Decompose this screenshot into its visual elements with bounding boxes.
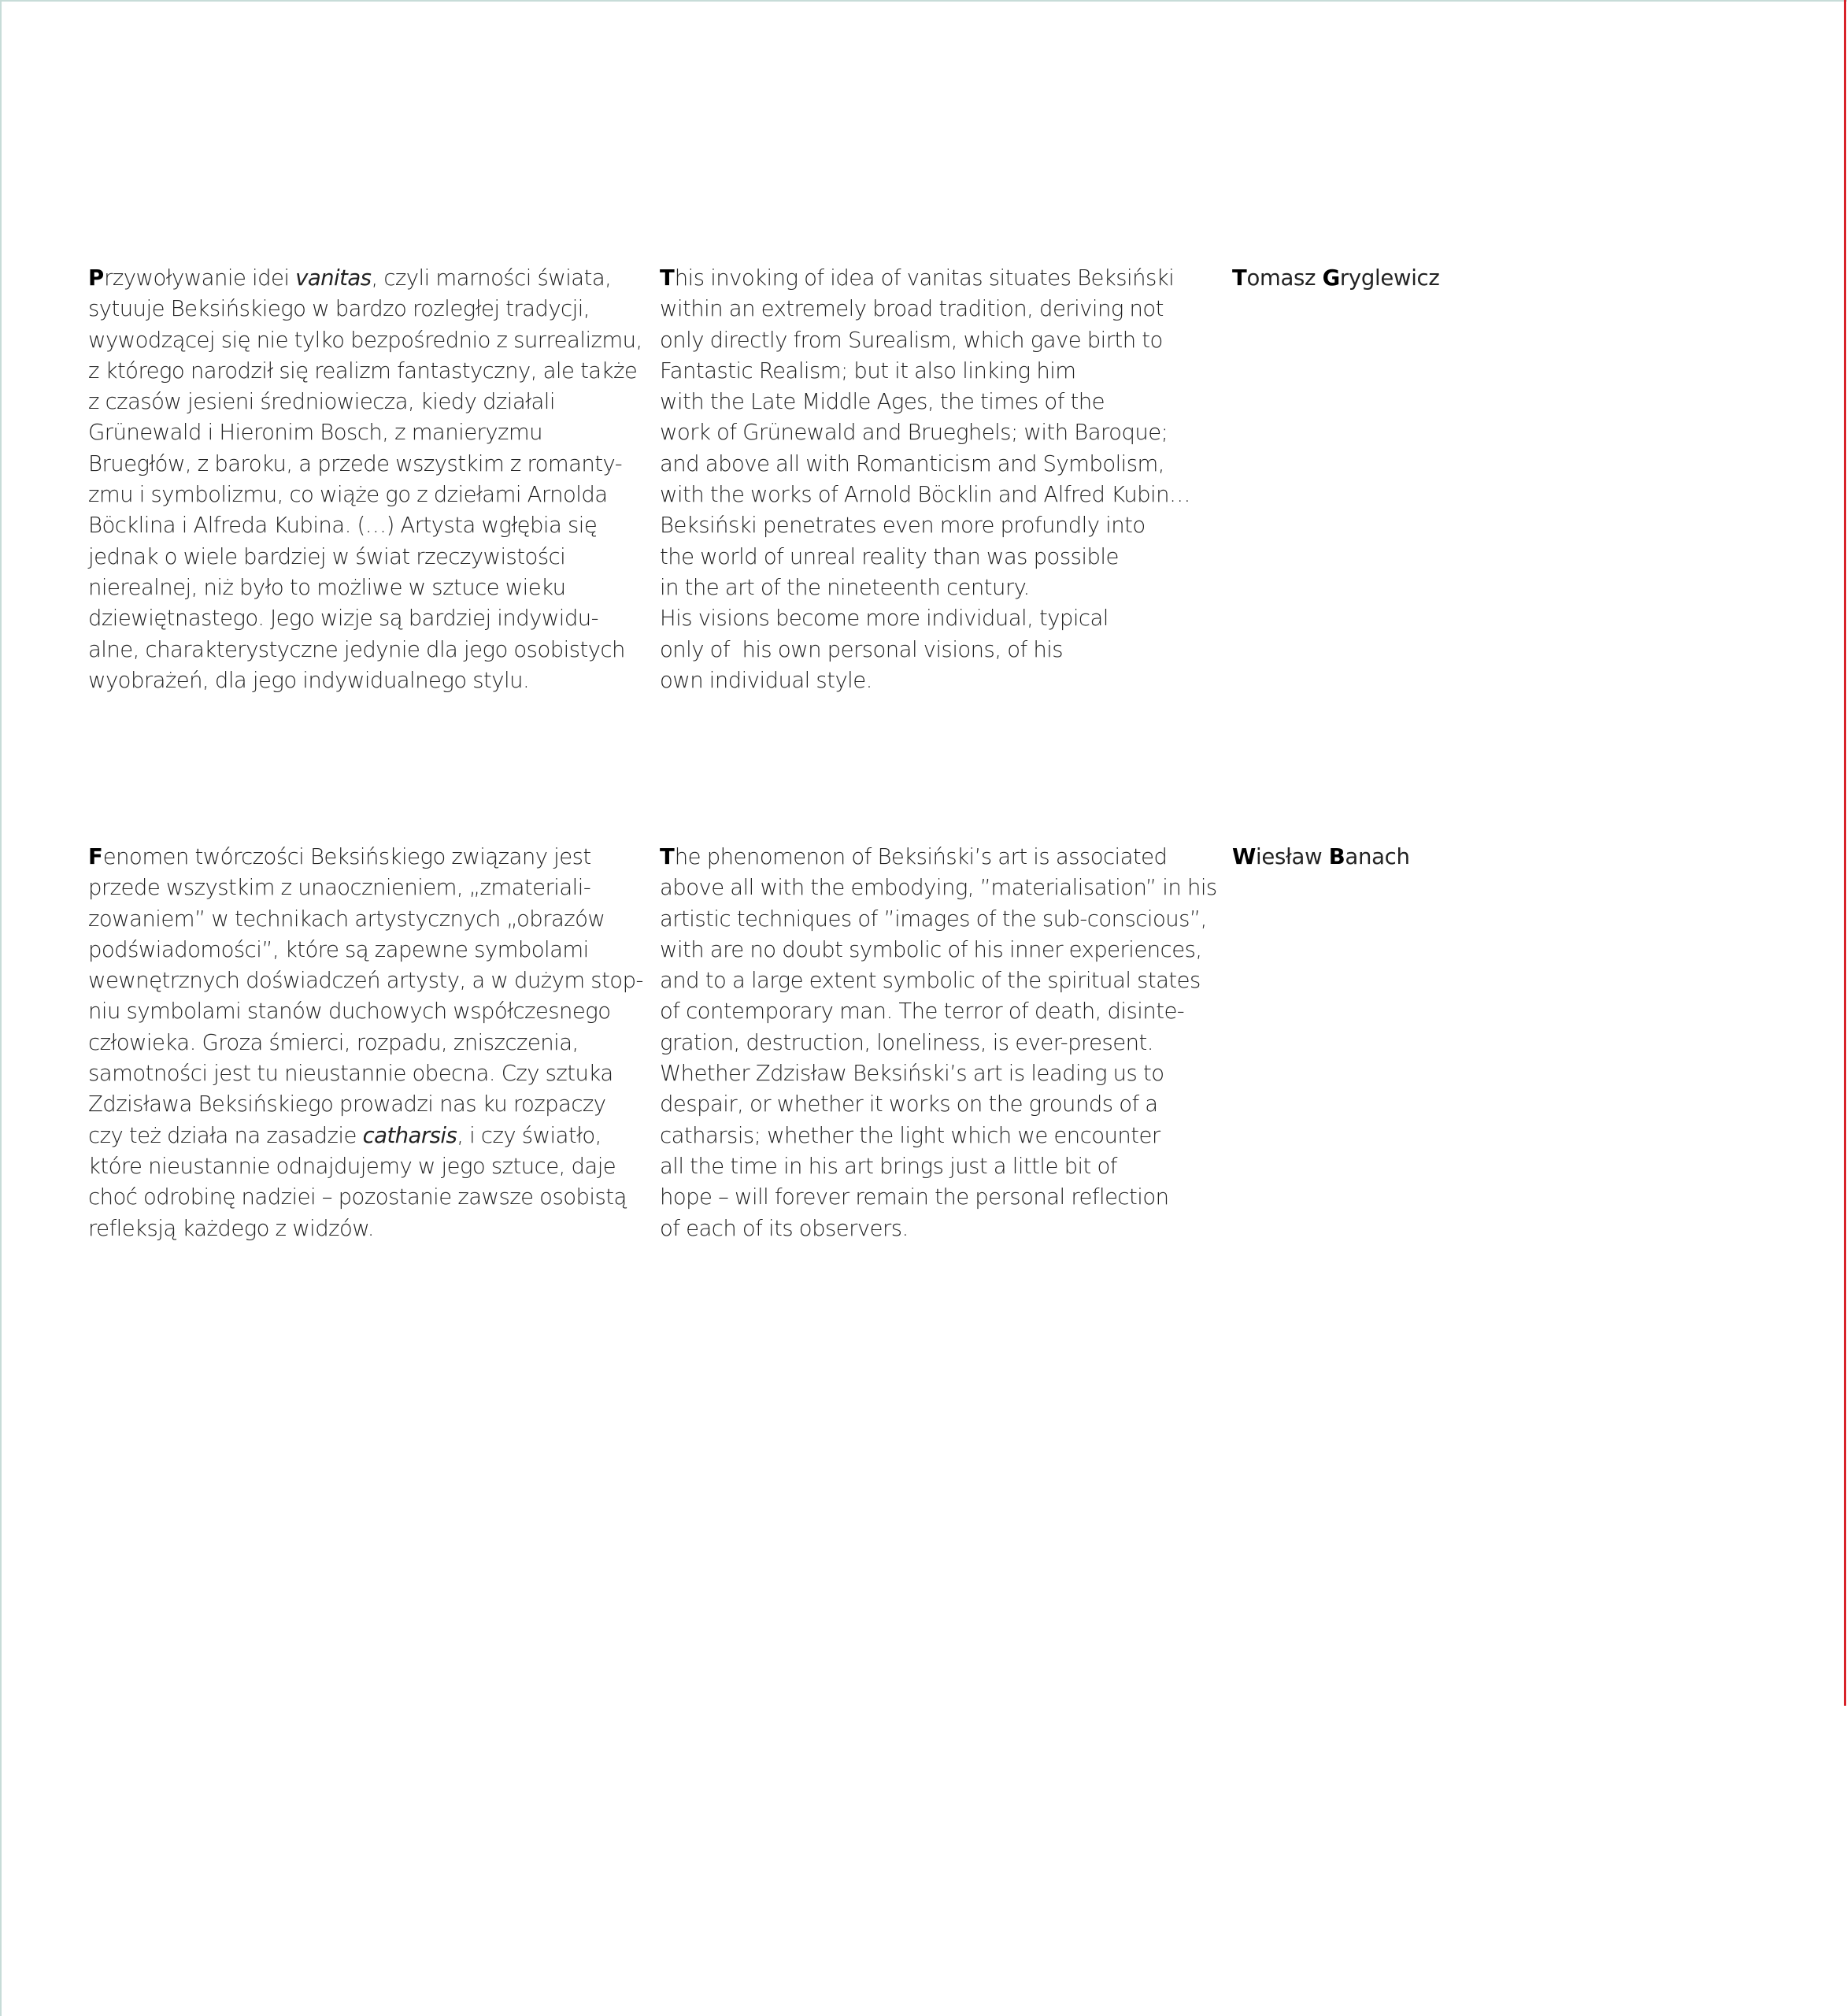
text-line [88,294,642,324]
text-line [88,417,642,448]
text-run: above all with the embodying, ”materialisation” in his [660,875,1217,901]
text-run: z którego narodził się realizm fantastyczny, ale także [88,358,638,384]
text-line [660,1151,1217,1182]
english-text-block-2 [660,842,1217,1244]
text-line [660,294,1190,324]
text-run: hope – will forever remain the personal reflection [660,1184,1169,1210]
drop-cap: F [88,844,103,869]
page-frame-top [0,0,1847,2]
text-run: przede wszystkim z unaocznieniem, „zmateriali- [88,875,591,901]
english-text-block-1 [660,263,1190,696]
text-line [88,1151,643,1182]
page-frame-left [0,0,2,2016]
text-line [660,542,1190,573]
text-run: człowieka. Groza śmierci, rozpadu, zniszczenia, [88,1029,579,1055]
text-line [660,263,1190,294]
text-line [660,1182,1217,1213]
text-line [88,1028,643,1058]
text-run: Grünewald i Hieronim Bosch, z manieryzmu [88,420,543,446]
text-run: enomen twórczości Beksińskiego związany jest [102,844,591,869]
text-run: gration, destruction, loneliness, is ever-present. [660,1029,1153,1055]
author-last-initial: B [1328,844,1345,869]
text-line [88,603,642,634]
polish-text-block-1 [88,263,642,696]
text-line [88,904,643,935]
text-run: catharsis; whether the light which we encounter [660,1122,1160,1148]
text-run: , czyli marności świata, [371,265,612,291]
text-line [88,263,642,294]
text-line [660,873,1217,903]
text-run: alne, charakterystyczne jedynie dla jego osobistych [88,636,625,662]
text-line [660,417,1190,448]
text-line [88,356,642,387]
drop-cap: T [660,265,675,291]
author-first-initial: W [1232,844,1257,869]
author-last-rest: ryglewicz [1339,265,1440,291]
author-name-2 [1232,842,1410,873]
text-run: artistic techniques of ”images of the sub-conscious”, [660,906,1207,932]
text-line [88,325,642,356]
text-run: with the Late Middle Ages, the times of the [660,389,1105,415]
text-run: zowaniem” w technikach artystycznych „obrazów [88,906,605,932]
text-run: które nieustannie odnajdujemy w jego sztuce, daje [88,1153,616,1179]
text-line [88,1121,643,1151]
text-line [660,635,1190,665]
text-line [660,1121,1217,1151]
text-run: podświadomości”, które są zapewne symbolami [88,936,589,962]
author-first-rest: omasz [1246,265,1323,291]
text-run: he phenomenon of Beksiński’s art is associated [674,844,1168,869]
text-line [660,935,1217,965]
text-line [88,935,643,965]
text-run: the world of unreal reality than was possible [660,543,1119,569]
text-run: dziewiętnastego. Jego wizje są bardziej indywidu- [88,606,599,632]
red-spine-line [1844,0,1846,1706]
text-line [660,603,1190,634]
text-run: jednak o wiele bardziej w świat rzeczywistości [88,543,566,569]
text-line [88,542,642,573]
text-line [660,842,1217,873]
text-line [660,904,1217,935]
text-line [88,573,642,603]
text-run: only of his own personal visions, of his [660,636,1064,662]
drop-cap: P [88,265,105,291]
text-line [88,665,642,696]
text-run: czy też działa na zasadzie [88,1122,363,1148]
text-line [88,996,643,1027]
text-run: zmu i symbolizmu, co wiąże go z dziełami Arnolda [88,482,608,508]
text-run: with the works of Arnold Böcklin and Alfred Kubin… [660,482,1190,508]
text-run: wywodzącej się nie tylko bezpośrednio z surrealizmu, [88,327,642,353]
text-line [660,1058,1217,1089]
text-run: within an extremely broad tradition, deriving not [660,296,1164,322]
text-run: of contemporary man. The terror of death, disinte- [660,999,1185,1025]
text-run: wyobrażeń, dla jego indywidualnego stylu. [88,667,530,693]
text-run: niu symbolami stanów duchowych współczesnego [88,999,611,1025]
text-line [88,480,642,510]
text-line [88,510,642,541]
text-run: His visions become more individual, typical [660,606,1109,632]
author-name-1 [1232,263,1440,294]
text-line [88,1214,643,1244]
text-run: Bruegłów, z baroku, a przede wszystkim z romanty- [88,450,623,476]
polish-text-block-2 [88,842,643,1244]
text-run: sytuuje Beksińskiego w bardzo rozległej tradycji, [88,296,590,322]
text-line [88,1058,643,1089]
text-line [660,1089,1217,1120]
text-line [660,1028,1217,1058]
text-run: choć odrobinę nadziei – pozostanie zawsze osobistą [88,1184,627,1210]
text-run: despair, or whether it works on the grounds of a [660,1091,1158,1117]
text-line [660,573,1190,603]
text-run: only directly from Surealism, which gave birth to [660,327,1163,353]
text-line [88,1182,643,1213]
drop-cap: T [660,844,675,869]
text-run: samotności jest tu nieustannie obecna. Czy sztuka [88,1061,613,1087]
text-run: and to a large extent symbolic of the spiritual states [660,968,1201,994]
text-run: his invoking of idea of vanitas situates Beksiński [674,265,1175,291]
text-run: rzywoływanie idei [104,265,296,291]
text-run: wewnętrznych doświadczeń artysty, a w dużym stop- [88,968,643,994]
text-line [660,480,1190,510]
text-run: Fantastic Realism; but it also linking him [660,358,1076,384]
author-last-rest: anach [1345,844,1410,869]
text-run: work of Grünewald and Brueghels; with Baroque; [660,420,1168,446]
text-line [88,965,643,996]
text-run: Böcklina i Alfreda Kubina. (…) Artysta wgłębia się [88,513,598,539]
text-run: of each of its observers. [660,1215,909,1241]
italic-term: catharsis [362,1122,457,1148]
italic-term: vanitas [295,265,372,291]
text-run: Zdzisława Beksińskiego prowadzi nas ku rozpaczy [88,1091,606,1117]
text-run: , i czy światło, [457,1122,601,1148]
text-run: z czasów jesieni średniowiecza, kiedy działali [88,389,555,415]
text-run: and above all with Romanticism and Symbolism, [660,450,1164,476]
text-line [88,873,643,903]
text-run: in the art of the nineteenth century. [660,574,1030,600]
author-first-initial: T [1232,265,1247,291]
text-run: refleksją każdego z widzów. [88,1215,374,1241]
text-line [660,387,1190,417]
text-run: Whether Zdzisław Beksiński’s art is leading us to [660,1061,1164,1087]
text-run: own individual style. [660,667,872,693]
text-run: all the time in his art brings just a little bit of [660,1153,1117,1179]
text-line [660,325,1190,356]
text-run: with are no doubt symbolic of his inner experiences, [660,936,1202,962]
author-last-initial: G [1322,265,1340,291]
text-line [660,996,1217,1027]
text-run: Beksiński penetrates even more profundly into [660,513,1146,539]
author-first-rest: iesław [1256,844,1329,869]
text-line [88,842,643,873]
text-line [660,965,1217,996]
text-run: nierealnej, niż było to możliwe w sztuce wieku [88,574,566,600]
text-line [88,387,642,417]
text-line [88,1089,643,1120]
text-line [660,1214,1217,1244]
text-line [660,665,1190,696]
text-line [88,635,642,665]
text-line [88,449,642,480]
text-line [660,449,1190,480]
text-line [660,356,1190,387]
text-line [660,510,1190,541]
